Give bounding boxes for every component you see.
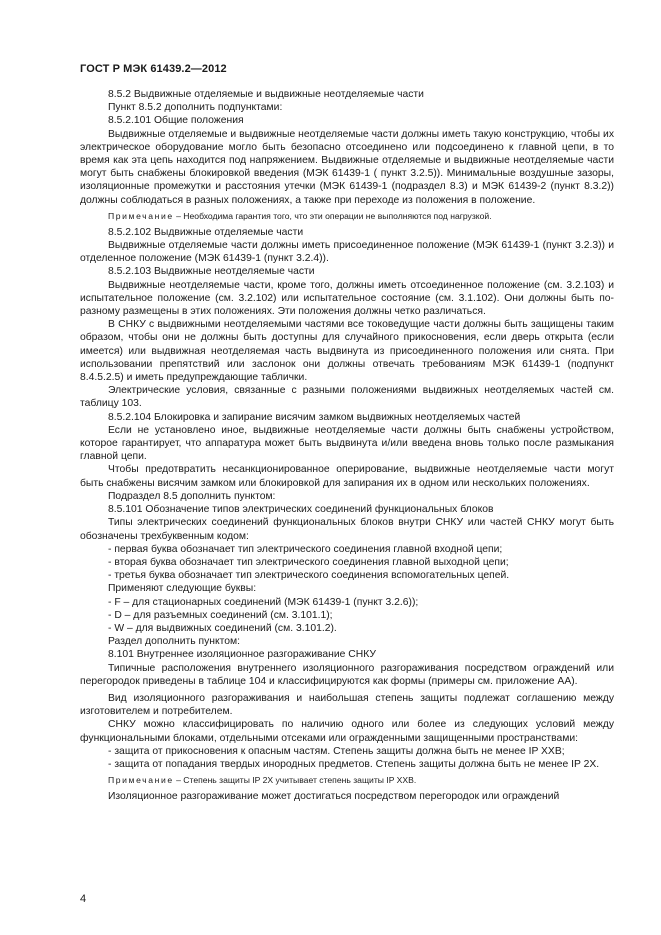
- note-text: – Степень защиты IP 2Х учитывает степень защиты IP ХХВ.: [173, 775, 417, 786]
- paragraph: Вид изоляционного разгораживания и наибольшая степень защиты подлежат соглашению между изготовителем и потребителем.: [80, 692, 614, 718]
- paragraph: Чтобы предотвратить несанкционированное оперирование, выдвижные неотделяемые части могут быть снабжены висячим замком или блокировкой для запирания их в одном или нескольких положениях.: [80, 464, 614, 489]
- clause-heading: 8.5.2.102 Выдвижные отделяемые части: [108, 226, 304, 238]
- paragraph: СНКУ можно классифицировать по наличию одного или более из следующих условий между функциональными блоками, отдельными отсеками или огражденными защищенными пространствами:: [80, 719, 614, 744]
- paragraph: Выдвижные неотделяемые части, кроме того, должны иметь отсоединенное положение (см. 3.2.103) и испытательное положение (см. 3.2.102) или испытательное состояние (см. 3.1.102). Они должны быть по-разному размещены в этих положениях. Эти положения должны четко различаться.: [80, 279, 614, 318]
- note-label: Примечание: [108, 775, 174, 786]
- clause-heading: 8.101 Внутреннее изоляционное разгораживание СНКУ: [108, 649, 376, 661]
- paragraph: Типы электрических соединений функциональных блоков внутри СНКУ или частей СНКУ могут быть обозначены трехбуквенным кодом:: [80, 517, 614, 542]
- paragraph: В СНКУ с выдвижными неотделяемыми частями все токоведущие части должны быть защищены таким образом, чтобы они не должны быть доступны для случайного прикосновения, если дверь открыта (если имеется) или выдвижная неотделяемая часть выдвинута из присоединенного положения или снята. При использовании препятствий или заслонок они должны отвечать требованиям МЭК 61439-1 (подпункт 8.4.5.2.5) и иметь предупреждающие таблички.: [80, 319, 614, 384]
- list-item: - W – для выдвижных соединений (см. 3.101.2).: [108, 622, 337, 634]
- list-item: - первая буква обозначает тип электрического соединения главной входной цепи;: [108, 543, 503, 555]
- list-item: - защита от попадания твердых инородных предметов. Степень защиты должна быть не менее IP 2Х.: [108, 758, 600, 770]
- clause-heading: 8.5.2.104 Блокировка и запирание висячим замком выдвижных неотделяемых частей: [108, 411, 521, 423]
- list-item: - D – для разъемных соединений (см. 3.101.1);: [108, 609, 333, 621]
- paragraph: Изоляционное разгораживание может достигаться посредством перегородок или ограждений: [108, 791, 560, 803]
- paragraph: Если не установлено иное, выдвижные неотделяемые части должны быть снабжены устройством, которое гарантирует, что аппаратура может быть выдвинута и/или введена вновь только после размыкания главной цепи.: [80, 424, 614, 463]
- clause-heading: 8.5.2.103 Выдвижные неотделяемые части: [108, 266, 315, 278]
- paragraph: Раздел дополнить пунктом:: [108, 636, 240, 648]
- document-header: ГОСТ Р МЭК 61439.2—2012: [80, 63, 227, 75]
- paragraph: Применяют следующие буквы:: [108, 583, 257, 595]
- note: [80, 210, 614, 222]
- clause-heading: 8.5.2 Выдвижные отделяемые и выдвижные неотделяемые части: [108, 89, 424, 100]
- list-item: - вторая буква обозначает тип электрического соединения главной выходной цепи;: [108, 556, 509, 568]
- clause-heading: 8.5.101 Обозначение типов электрических соединений функциональных блоков: [108, 504, 494, 516]
- paragraph: Выдвижные отделяемые и выдвижные неотделяемые части должны иметь такую конструкцию, чтобы их электрическое оборудование могло быть безопасно отсоединено или подсоединено к главной цепи, в то время как эта цепь находится под напряжением. Выдвижные отделяемые и выдвижные неотделяемые части могут быть снабжены блокировкой введения (МЭК 61439-1 ( пункт 3.2.5)). Минимальные воздушные зазоры, изоляционные промежутки и расстояния утечки (МЭК 61439-1 (подраздел 8.3) и МЭК 61439-2 (пункт 8.3.2)) должны соблюдаться в разных положениях, а также при переходе из положения в положение.: [80, 128, 614, 206]
- note: [80, 774, 614, 786]
- clause-heading: 8.5.2.101 Общие положения: [108, 115, 244, 127]
- document-body: [80, 88, 614, 803]
- paragraph: Выдвижные отделяемые части должны иметь присоединенное положение (МЭК 61439-1 (пункт 3.2.3)) и отделенное положение (МЭК 61439-1 (пункт 3.2.4)).: [80, 240, 614, 265]
- list-item: - третья буква обозначает тип электрического соединения вспомогательных цепей.: [108, 570, 510, 582]
- list-item: - защита от прикосновения к опасным частям. Степень защиты должна быть не менее IP ХХВ;: [108, 745, 565, 757]
- note-label: Примечание: [108, 210, 174, 221]
- paragraph: Типичные расположения внутреннего изоляционного разгораживания посредством ограждений или перегородок приведены в таблице 104 и классифицируются как формы (примеры см. приложение АА).: [80, 662, 614, 687]
- paragraph: Подраздел 8.5 дополнить пунктом:: [108, 490, 276, 502]
- page-number: 4: [80, 893, 87, 905]
- paragraph: Электрические условия, связанные с разными положениями выдвижных неотделяемых частей см. таблицу 103.: [80, 385, 614, 410]
- list-item: - F – для стационарных соединений (МЭК 61439-1 (пункт 3.2.6));: [108, 596, 419, 608]
- note-text: – Необходима гарантия того, что эти операции не выполняются под нагрузкой.: [173, 210, 492, 221]
- paragraph: Пункт 8.5.2 дополнить подпунктами:: [108, 102, 283, 114]
